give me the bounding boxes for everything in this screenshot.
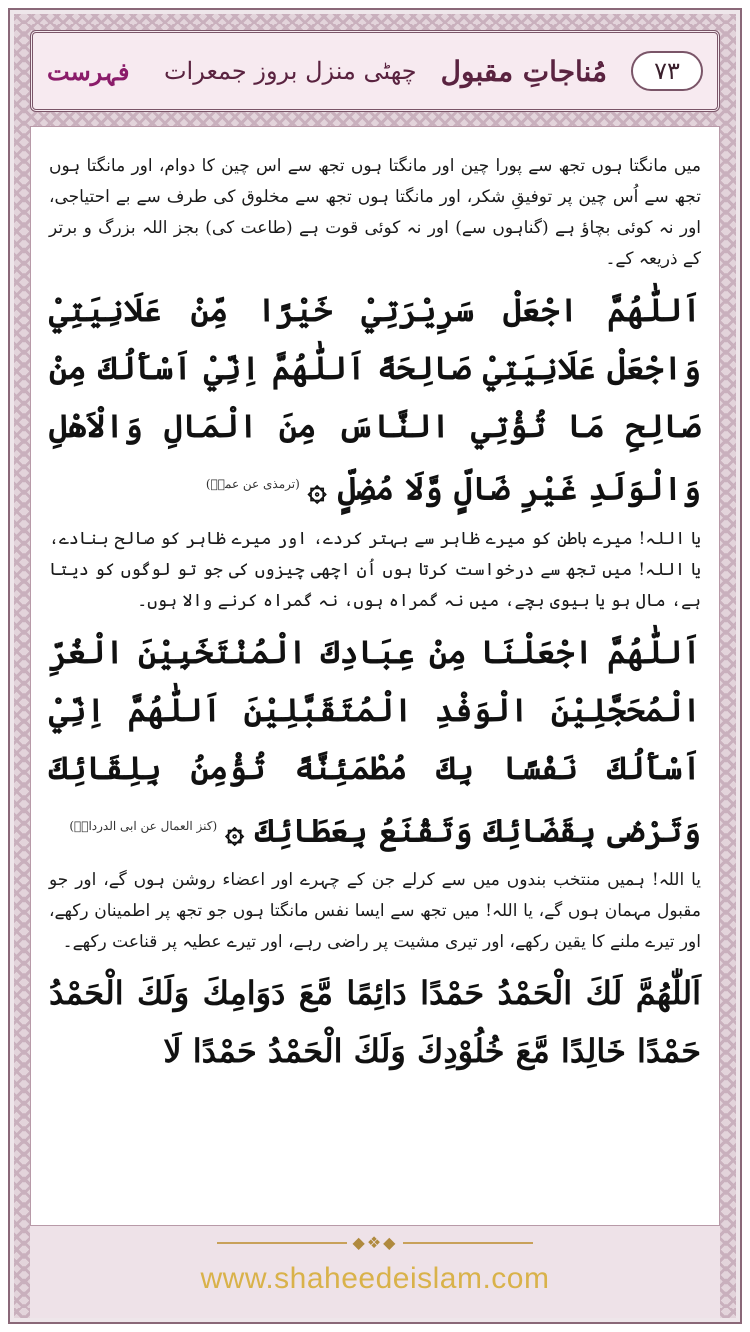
page-number-badge: ٧٣ [631,51,703,91]
website-link[interactable]: www.shaheedeislam.com [200,1262,550,1295]
page-header [30,30,720,112]
arabic-dua-2 [49,623,701,860]
dua-2-reference: (کنز العمال عن ابی الدرداءؓ) [69,818,218,833]
urdu-translation-3: یا اللہ! ہمیں منتخب بندوں میں سے کرلے جن کے چہرے اور اعضاء روشن ہوں گے، اور جو مقبول مہمان ہوں گے، یا اللہ! میں تجھ سے ایسا نفس مانگتا ہوں جو تجھ پر اطمینان رکھے، اور تیرے ملنے کا یقین رکھے، اور تیری مشیت پر راضی رہے، اور تیرے عطیہ پر قناعت رکھے۔ [49,870,701,953]
arabic-dua-1 [49,281,701,518]
arabic-dua-3: اَللّٰهُمَّ لَكَ الْحَمْدُ حَمْدًا دَائِمًا مَّعَ دَوَامِكَ وَلَكَ الْحَمْدُ حَمْدًا خَالِدًا مَّعَ خُلُوْدِكَ وَلَكَ الْحَمْدُ حَمْدًا لَا [49,974,701,1071]
dua-1-reference: (ترمذی عن عمرؓ) [205,477,300,491]
book-title: مُناجاتِ مقبول [440,54,607,88]
arabic-dua-1-text: اَللّٰهُمَّ اجْعَلْ سَرِيْرَتِيْ خَيْرًا مِّنْ عَلَانِيَتِيْ وَاجْعَلْ عَلَانِيَتِيْ صَالِحَةً اَللّٰهُمَّ اِنِّيْ اَسْأَلُكَ مِنْ صَالِحِ مَا تُؤْتِي النَّاسَ مِنَ الْمَالِ وَالْاَهْلِ وَالْوَلَدِ غَيْرِ ضَالٍّ وَّلَا مُضِلٍّ ۞ [49,291,701,508]
page-content [30,126,720,1226]
index-link[interactable]: فہرست [47,56,130,86]
urdu-translation-2: یا اللہ! میرے باطن کو میرے ظاہر سے بہتر کردے، اور میرے ظاہر کو صالح بنادے، یا اللہ! میں تجھ سے درخواست کرتا ہوں اُن اچھی چیزوں کی جو تو لوگوں کو دیتا ہے، مال ہو یا بیوی بچے، میں نہ گمراہ ہوں، نہ گمراہ کرنے والا ہوں۔ [49,528,701,611]
arabic-dua-2-text: اَللّٰهُمَّ اجْعَلْنَا مِنْ عِبَادِكَ الْمُنْتَخَبِيْنَ الْغُرِّ الْمُحَجَّلِيْنَ الْوَفْدِ الْمُتَقَبَّلِيْنَ اَللّٰهُمَّ اِنِّيْ اَسْأَلُكَ نَفْسًا بِكَ مُطْمَئِنَّةً تُؤْمِنُ بِلِقَائِكَ وَتَرْضٰى بِقَضَائِكَ وَتَقْنَعُ بِعَطَائِكَ ۞ [49,632,701,850]
footer-ornament: ◆❖◆ [0,1232,750,1252]
urdu-translation-1: میں مانگتا ہوں تجھ سے پورا چین اور مانگتا ہوں تجھ سے اس چین کا دوام، اور مانگتا ہوں تجھ سے اُس چین پر توفیقِ شکر، اور مانگتا ہوں تجھ سے مخلوق کی طرف سے بے احتیاجی، اور نہ کوئی بچاؤ ہے (گناہوں سے) اور نہ کوئی قوت ہے (طاعت کی) بجز اللہ بزرگ و برتر کے ذریعہ کے۔ [49,156,701,269]
chapter-subtitle: چھٹی منزل بروز جمعرات [163,57,417,85]
